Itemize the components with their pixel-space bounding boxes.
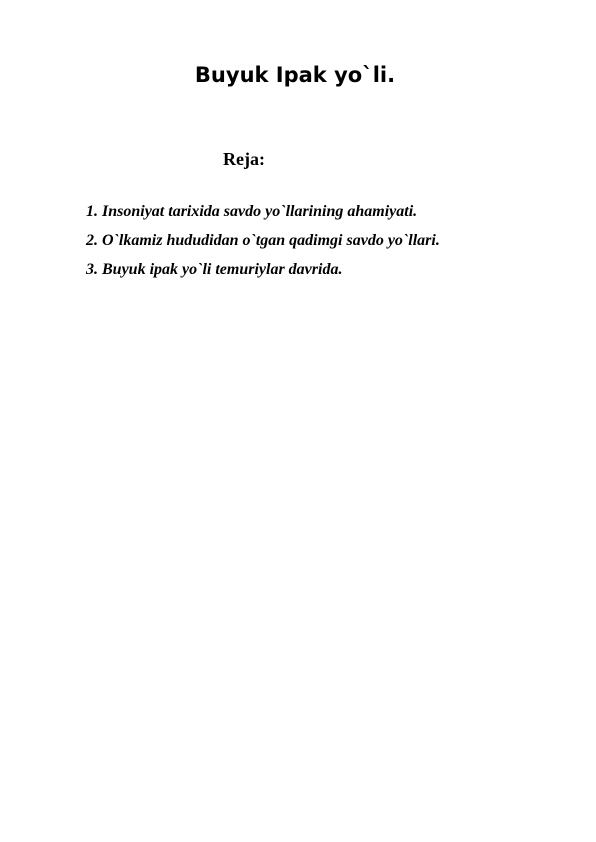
plan-list <box>86 200 440 287</box>
plan-item: 2. O`lkamiz hududidan o`tgan qadimgi savdo yo`llari. <box>86 232 440 249</box>
plan-item: 1. Insoniyat tarixida savdo yo`llarining ahamiyati. <box>86 203 418 220</box>
document-title: Buyuk Ipak yo`li. <box>194 63 396 87</box>
plan-item: 3. Buyuk ipak yo`li temuriylar davrida. <box>86 261 343 278</box>
plan-heading: Reja: <box>223 149 265 169</box>
